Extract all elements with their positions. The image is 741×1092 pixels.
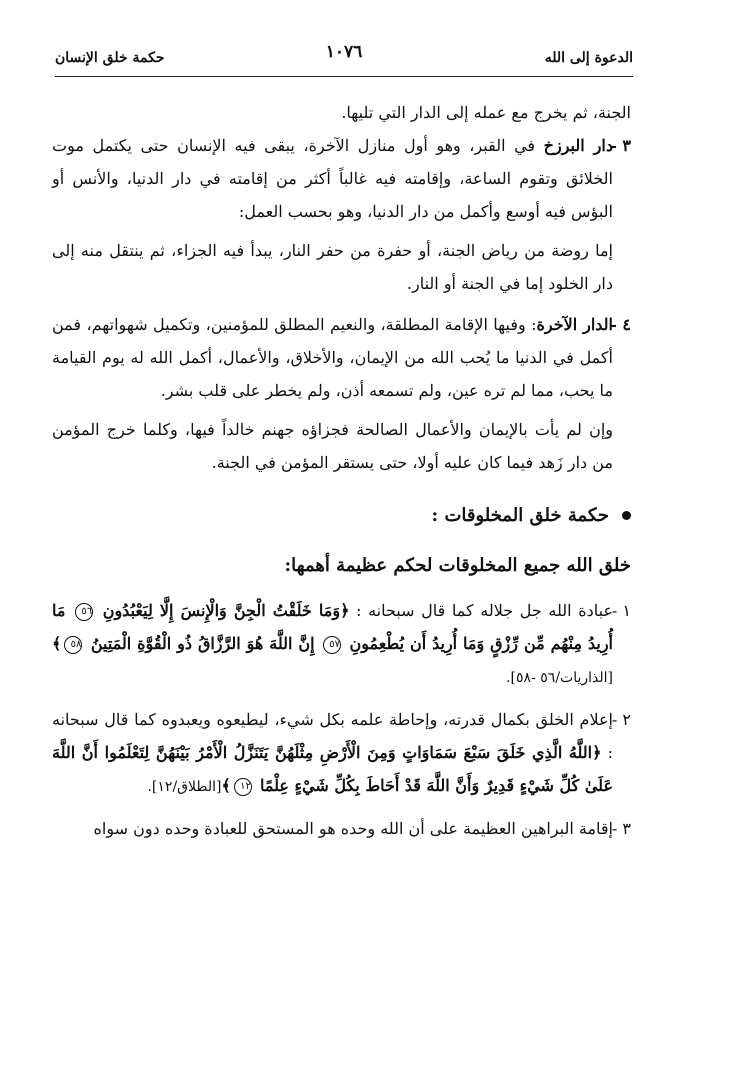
page-body bbox=[52, 96, 631, 845]
item-paragraph bbox=[52, 308, 613, 407]
item-number: ٢ - bbox=[611, 710, 631, 729]
item-number: ٣ - bbox=[611, 819, 631, 838]
wisdom-item-2 bbox=[52, 703, 631, 804]
quran-close-bracket: ﴾ bbox=[52, 634, 62, 653]
ayah-number-marker: ٥٧ bbox=[323, 636, 341, 654]
wisdom-item-1 bbox=[52, 594, 631, 695]
ayah-number-marker: ١٢ bbox=[234, 778, 252, 796]
item-text: في القبر، وهو أول منازل الآخرة، يبقى فيه الإنسان حتى يكتمل موت الخلائق وتقوم الساعة، وإقامته فيه غالباً أكثر من إقامته في دار الدنيا، والأنس أو البؤس فيه أوسع وأكمل من دار الدنيا، وهو بحسب العمل: bbox=[52, 136, 613, 221]
running-header bbox=[55, 38, 633, 77]
section-title: حكمة خلق المخلوقات : bbox=[431, 505, 609, 526]
intro-line: الجنة، ثم يخرج مع عمله إلى الدار التي تليها. bbox=[341, 103, 631, 122]
list-item-akhira bbox=[52, 308, 631, 479]
list-item-barzakh bbox=[52, 129, 631, 300]
item-number: ٤ - bbox=[610, 315, 631, 334]
item-continuation: وإن لم يأت بالإيمان والأعمال الصالحة فجزاؤه جهنم خالداً فيها، وكلما خرج المؤمن من دار زَهد فيما كان عليه أولا، حتى يستقر المؤمن في الجنة. bbox=[52, 420, 613, 472]
item-paragraph bbox=[52, 129, 613, 228]
subsection-heading: خلق الله جميع المخلوقات لحكم عظيمة أهمها: bbox=[284, 555, 631, 576]
item-number: ٣ - bbox=[610, 136, 631, 155]
wisdom-item-3 bbox=[52, 812, 631, 845]
item-paragraph bbox=[52, 703, 613, 804]
quran-verse: مَا أُرِيدُ مِنْهُم مِّن رِّزْقٍ وَمَا أُرِيدُ أَن يُطْعِمُونِ bbox=[52, 601, 613, 653]
item-text: إعلام الخلق بكمال قدرته، وإحاطة علمه بكل شيء، ليطيعوه ويعبدوه كما قال سبحانه : bbox=[52, 710, 614, 762]
verse-reference: [الطلاق/١٢]. bbox=[147, 779, 222, 795]
quran-verse: إِنَّ اللَّهَ هُوَ الرَّزَّاقُ ذُو الْقُوَّةِ الْمَتِينُ bbox=[90, 634, 315, 653]
item-term: الدار الآخرة bbox=[536, 315, 613, 334]
item-number: ١ - bbox=[611, 601, 631, 620]
section-heading bbox=[52, 499, 631, 533]
item-text: : وفيها الإقامة المطلقة، والنعيم المطلق للمؤمنين، وتكميل شهواتهم، فمن أكمل في الدنيا ما يُحب الله من الإيمان، والأخلاق، والأعمال، أكمل الله له يوم القيامة ما يحب، مما لم تره عين، ولم تسمعه أذن، ولم يخطر على قلب بشر. bbox=[52, 315, 613, 400]
verse-reference: [الذاريات/٥٦ -٥٨]. bbox=[506, 670, 613, 686]
ayah-number-marker: ٥٦ bbox=[75, 603, 93, 621]
item-text: عبادة الله جل جلاله كما قال سبحانه : bbox=[356, 601, 613, 620]
quran-open-bracket: ﴿ bbox=[592, 743, 602, 762]
quran-close-bracket: ﴾ bbox=[221, 776, 231, 795]
item-paragraph bbox=[52, 594, 613, 695]
item-term: دار البرزخ bbox=[543, 136, 614, 155]
bullet-icon bbox=[622, 511, 631, 520]
quran-verse: اللَّهُ الَّذِي خَلَقَ سَبْعَ سَمَاوَاتٍ وَمِنَ الْأَرْضِ مِثْلَهُنَّ يَتَنَزَّلُ الْأَمْرُ بَيْنَهُنَّ لِتَعْلَمُوا أَنَّ اللَّهَ عَلَىٰ كُلِّ شَيْءٍ قَدِيرٌ وَأَنَّ اللَّهَ قَدْ أَحَاطَ بِكُلِّ شَيْءٍ عِلْمًا bbox=[52, 743, 613, 795]
item-paragraph: إقامة البراهين العظيمة على أن الله وحده هو المستحق للعبادة وحده دون سواه bbox=[93, 819, 613, 838]
book-title: الدعوة إلى الله bbox=[544, 50, 633, 66]
quran-verse: وَمَا خَلَقْتُ الْجِنَّ وَالْإِنسَ إِلَّا لِيَعْبُدُونِ bbox=[102, 601, 341, 620]
item-continuation: إما روضة من رياض الجنة، أو حفرة من حفر النار، يبدأ فيه الجزاء، ثم ينتقل منه إلى دار الخلود إما في الجنة أو النار. bbox=[52, 241, 613, 293]
quran-open-bracket: ﴿ bbox=[340, 601, 350, 620]
chapter-title: حكمة خلق الإنسان bbox=[55, 50, 165, 66]
ayah-number-marker: ٥٨ bbox=[64, 636, 82, 654]
page-number: ١٠٧٦ bbox=[325, 42, 363, 62]
